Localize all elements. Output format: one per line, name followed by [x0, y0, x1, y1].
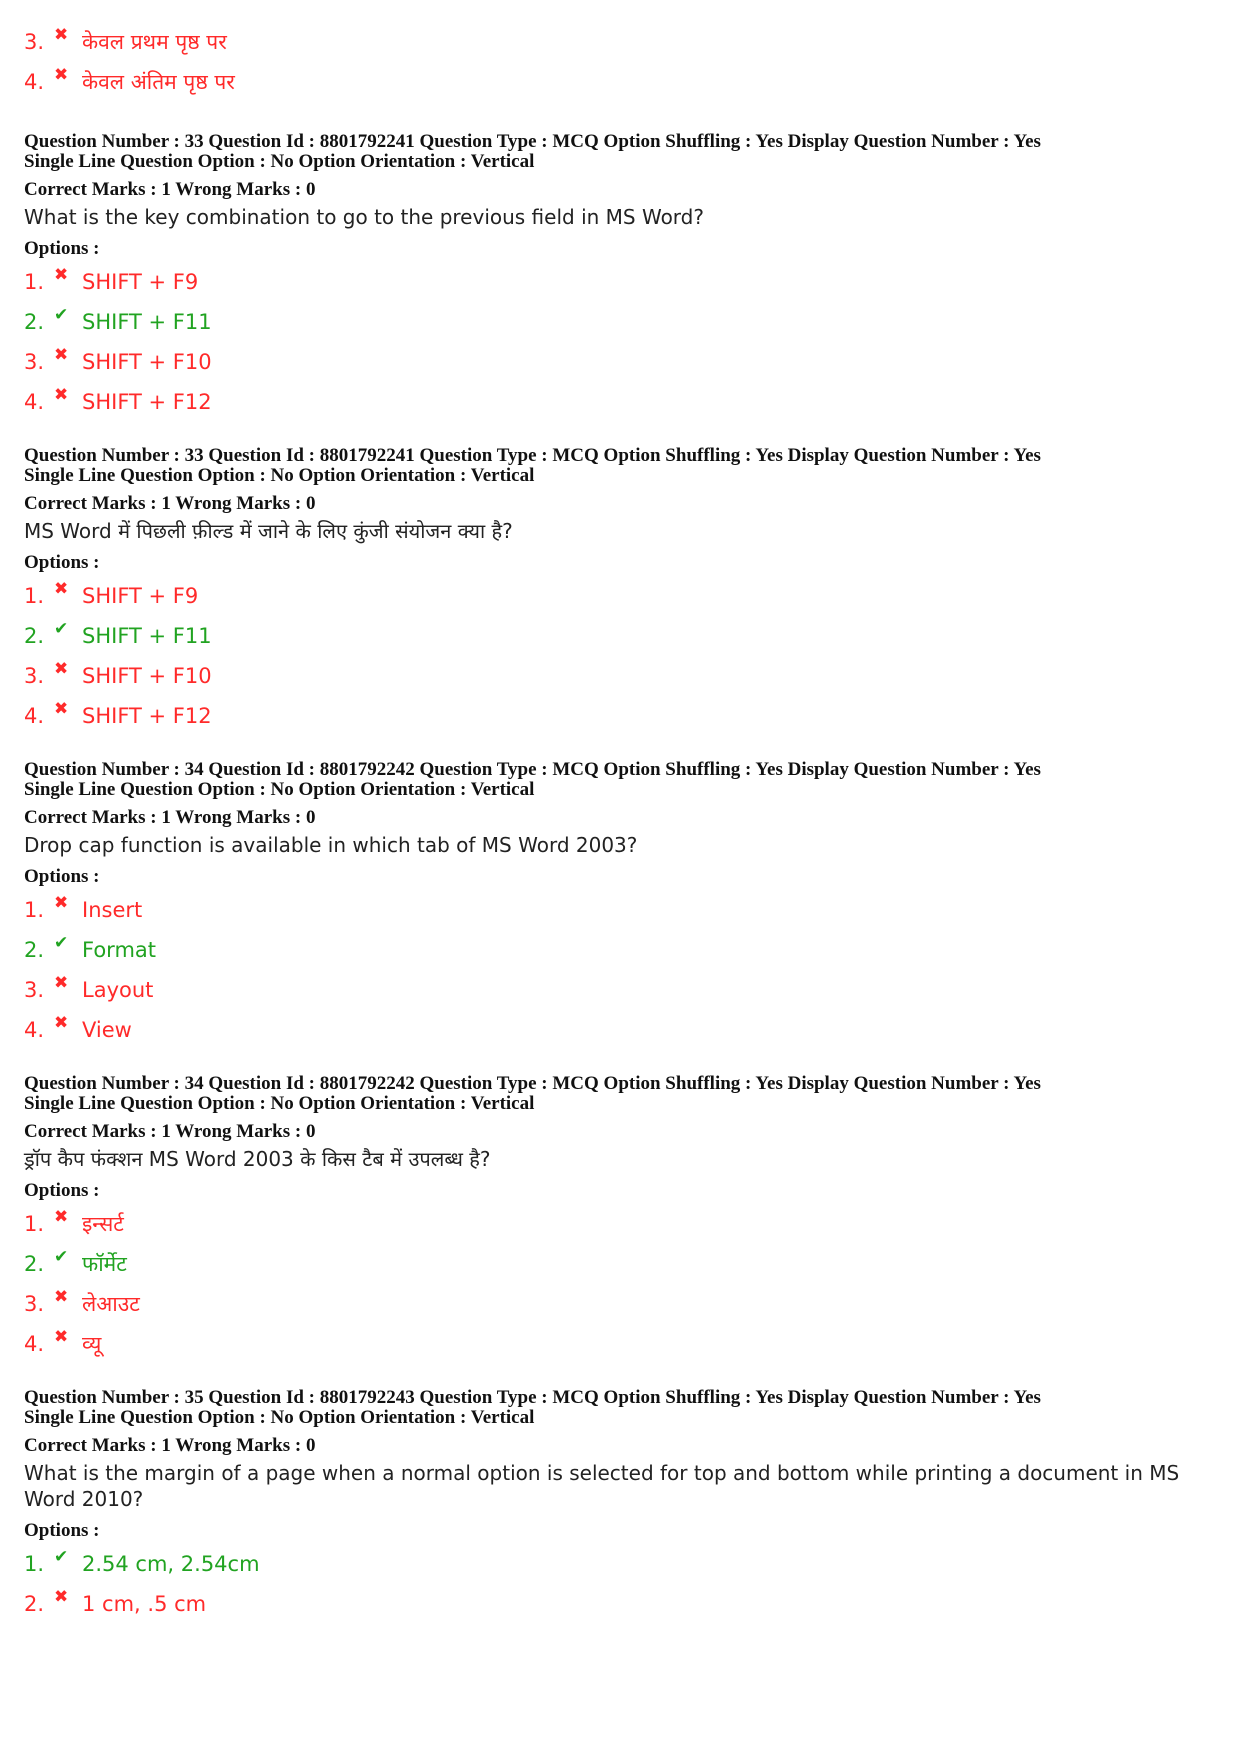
- options-label: Options :: [24, 1520, 100, 1541]
- question-meta-line: Single Line Question Option : No Option Orientation : Vertical: [24, 151, 535, 172]
- option-text: SHIFT + F10: [82, 350, 212, 374]
- wrong-icon: ✖: [54, 1013, 69, 1033]
- option-number: 2.: [24, 1252, 45, 1276]
- option-row: [24, 302, 1204, 342]
- marks-line: Correct Marks : 1 Wrong Marks : 0: [24, 1121, 316, 1142]
- option-row: [24, 1544, 1204, 1584]
- option-number: 3.: [24, 350, 45, 374]
- option-number: 1.: [24, 1212, 45, 1236]
- option-row: [24, 616, 1204, 656]
- option-text: इन्सर्ट: [82, 1212, 124, 1236]
- option-text: लेआउट: [82, 1292, 140, 1316]
- correct-icon: ✔: [54, 933, 69, 953]
- option-text: SHIFT + F9: [82, 584, 199, 608]
- wrong-icon: ✖: [54, 699, 69, 719]
- wrong-icon: ✖: [54, 659, 69, 679]
- question-paper-page: [24, 22, 1204, 1624]
- question-text: MS Word में पिछली फ़ील्ड में जाने के लिए कुंजी संयोजन क्या है?: [24, 519, 513, 543]
- option-row: [24, 930, 1204, 970]
- question-text: What is the key combination to go to the previous field in MS Word?: [24, 205, 704, 229]
- option-number: 3.: [24, 978, 45, 1002]
- option-row: [24, 262, 1204, 302]
- marks-line: Correct Marks : 1 Wrong Marks : 0: [24, 807, 316, 828]
- option-number: 1.: [24, 584, 45, 608]
- question-meta-line: Question Number : 34 Question Id : 8801792242 Question Type : MCQ Option Shuffling : Yes Display Question Number : Yes: [24, 1073, 1041, 1094]
- question-meta-line: Question Number : 33 Question Id : 8801792241 Question Type : MCQ Option Shuffling : Yes Display Question Number : Yes: [24, 131, 1041, 152]
- option-row: [24, 382, 1204, 422]
- option-number: 4.: [24, 704, 45, 728]
- option-row: [24, 1204, 1204, 1244]
- wrong-icon: ✖: [54, 65, 69, 85]
- option-number: 2.: [24, 624, 45, 648]
- option-text: 1 cm, .5 cm: [82, 1592, 207, 1616]
- option-row: [24, 1324, 1204, 1364]
- option-text: SHIFT + F11: [82, 624, 212, 648]
- option-text: SHIFT + F12: [82, 390, 212, 414]
- wrong-icon: ✖: [54, 893, 69, 913]
- wrong-icon: ✖: [54, 1207, 69, 1227]
- option-text: 2.54 cm, 2.54cm: [82, 1552, 260, 1576]
- option-number: 3.: [24, 1292, 45, 1316]
- option-row: [24, 1284, 1204, 1324]
- question-block: [24, 446, 1204, 736]
- question-block: [24, 760, 1204, 1050]
- top-options-list: [24, 22, 1204, 102]
- option-text: SHIFT + F10: [82, 664, 212, 688]
- option-text: Insert: [82, 898, 143, 922]
- option-number: 1.: [24, 898, 45, 922]
- question-meta-line: Question Number : 33 Question Id : 8801792241 Question Type : MCQ Option Shuffling : Yes Display Question Number : Yes: [24, 445, 1041, 466]
- question-block: [24, 132, 1204, 422]
- option-text: फॉर्मेट: [82, 1252, 127, 1276]
- option-number: 4.: [24, 1018, 45, 1042]
- correct-icon: ✔: [54, 305, 69, 325]
- option-row: [24, 1244, 1204, 1284]
- option-row: [24, 576, 1204, 616]
- marks-line: Correct Marks : 1 Wrong Marks : 0: [24, 1435, 316, 1456]
- option-row: [24, 342, 1204, 382]
- wrong-icon: ✖: [54, 385, 69, 405]
- wrong-icon: ✖: [54, 345, 69, 365]
- option-row: [24, 22, 1204, 62]
- option-number: 4.: [24, 1332, 45, 1356]
- option-row: [24, 696, 1204, 736]
- wrong-icon: ✖: [54, 1287, 69, 1307]
- question-meta-line: Question Number : 35 Question Id : 8801792243 Question Type : MCQ Option Shuffling : Yes Display Question Number : Yes: [24, 1387, 1041, 1408]
- wrong-icon: ✖: [54, 1327, 69, 1347]
- option-number: 1.: [24, 270, 45, 294]
- option-number: 4.: [24, 70, 45, 94]
- marks-line: Correct Marks : 1 Wrong Marks : 0: [24, 179, 316, 200]
- options-label: Options :: [24, 866, 100, 887]
- option-text: Format: [82, 938, 157, 962]
- question-block: [24, 1388, 1204, 1624]
- option-number: 1.: [24, 1552, 45, 1576]
- option-text: View: [82, 1018, 132, 1042]
- options-label: Options :: [24, 1180, 100, 1201]
- option-row: [24, 1584, 1204, 1624]
- option-number: 3.: [24, 30, 45, 54]
- option-text: SHIFT + F9: [82, 270, 199, 294]
- option-row: [24, 890, 1204, 930]
- question-meta-line: Single Line Question Option : No Option Orientation : Vertical: [24, 779, 535, 800]
- option-text: SHIFT + F11: [82, 310, 212, 334]
- option-row: [24, 656, 1204, 696]
- question-text: What is the margin of a page when a normal option is selected for top and bottom while printing a document in MS Word 2010?: [24, 1461, 1180, 1511]
- correct-icon: ✔: [54, 1547, 69, 1567]
- option-number: 3.: [24, 664, 45, 688]
- wrong-icon: ✖: [54, 25, 69, 45]
- option-number: 2.: [24, 938, 45, 962]
- option-text: केवल अंतिम पृष्ठ पर: [82, 70, 235, 94]
- option-row: [24, 62, 1204, 102]
- wrong-icon: ✖: [54, 579, 69, 599]
- marks-line: Correct Marks : 1 Wrong Marks : 0: [24, 493, 316, 514]
- option-text: Layout: [82, 978, 154, 1002]
- option-row: [24, 970, 1204, 1010]
- option-text: व्यू: [82, 1332, 102, 1356]
- wrong-icon: ✖: [54, 973, 69, 993]
- option-number: 4.: [24, 390, 45, 414]
- correct-icon: ✔: [54, 1247, 69, 1267]
- question-meta-line: Single Line Question Option : No Option Orientation : Vertical: [24, 1407, 535, 1428]
- option-text: SHIFT + F12: [82, 704, 212, 728]
- question-meta-line: Question Number : 34 Question Id : 8801792242 Question Type : MCQ Option Shuffling : Yes Display Question Number : Yes: [24, 759, 1041, 780]
- option-row: [24, 1010, 1204, 1050]
- option-number: 2.: [24, 310, 45, 334]
- question-block: [24, 1074, 1204, 1364]
- option-number: 2.: [24, 1592, 45, 1616]
- wrong-icon: ✖: [54, 265, 69, 285]
- question-text: ड्रॉप कैप फंक्शन MS Word 2003 के किस टैब में उपलब्ध है?: [24, 1147, 491, 1171]
- question-text: Drop cap function is available in which tab of MS Word 2003?: [24, 833, 638, 857]
- options-label: Options :: [24, 552, 100, 573]
- options-label: Options :: [24, 238, 100, 259]
- correct-icon: ✔: [54, 619, 69, 639]
- question-meta-line: Single Line Question Option : No Option Orientation : Vertical: [24, 465, 535, 486]
- question-meta-line: Single Line Question Option : No Option Orientation : Vertical: [24, 1093, 535, 1114]
- option-text: केवल प्रथम पृष्ठ पर: [82, 30, 227, 54]
- wrong-icon: ✖: [54, 1587, 69, 1607]
